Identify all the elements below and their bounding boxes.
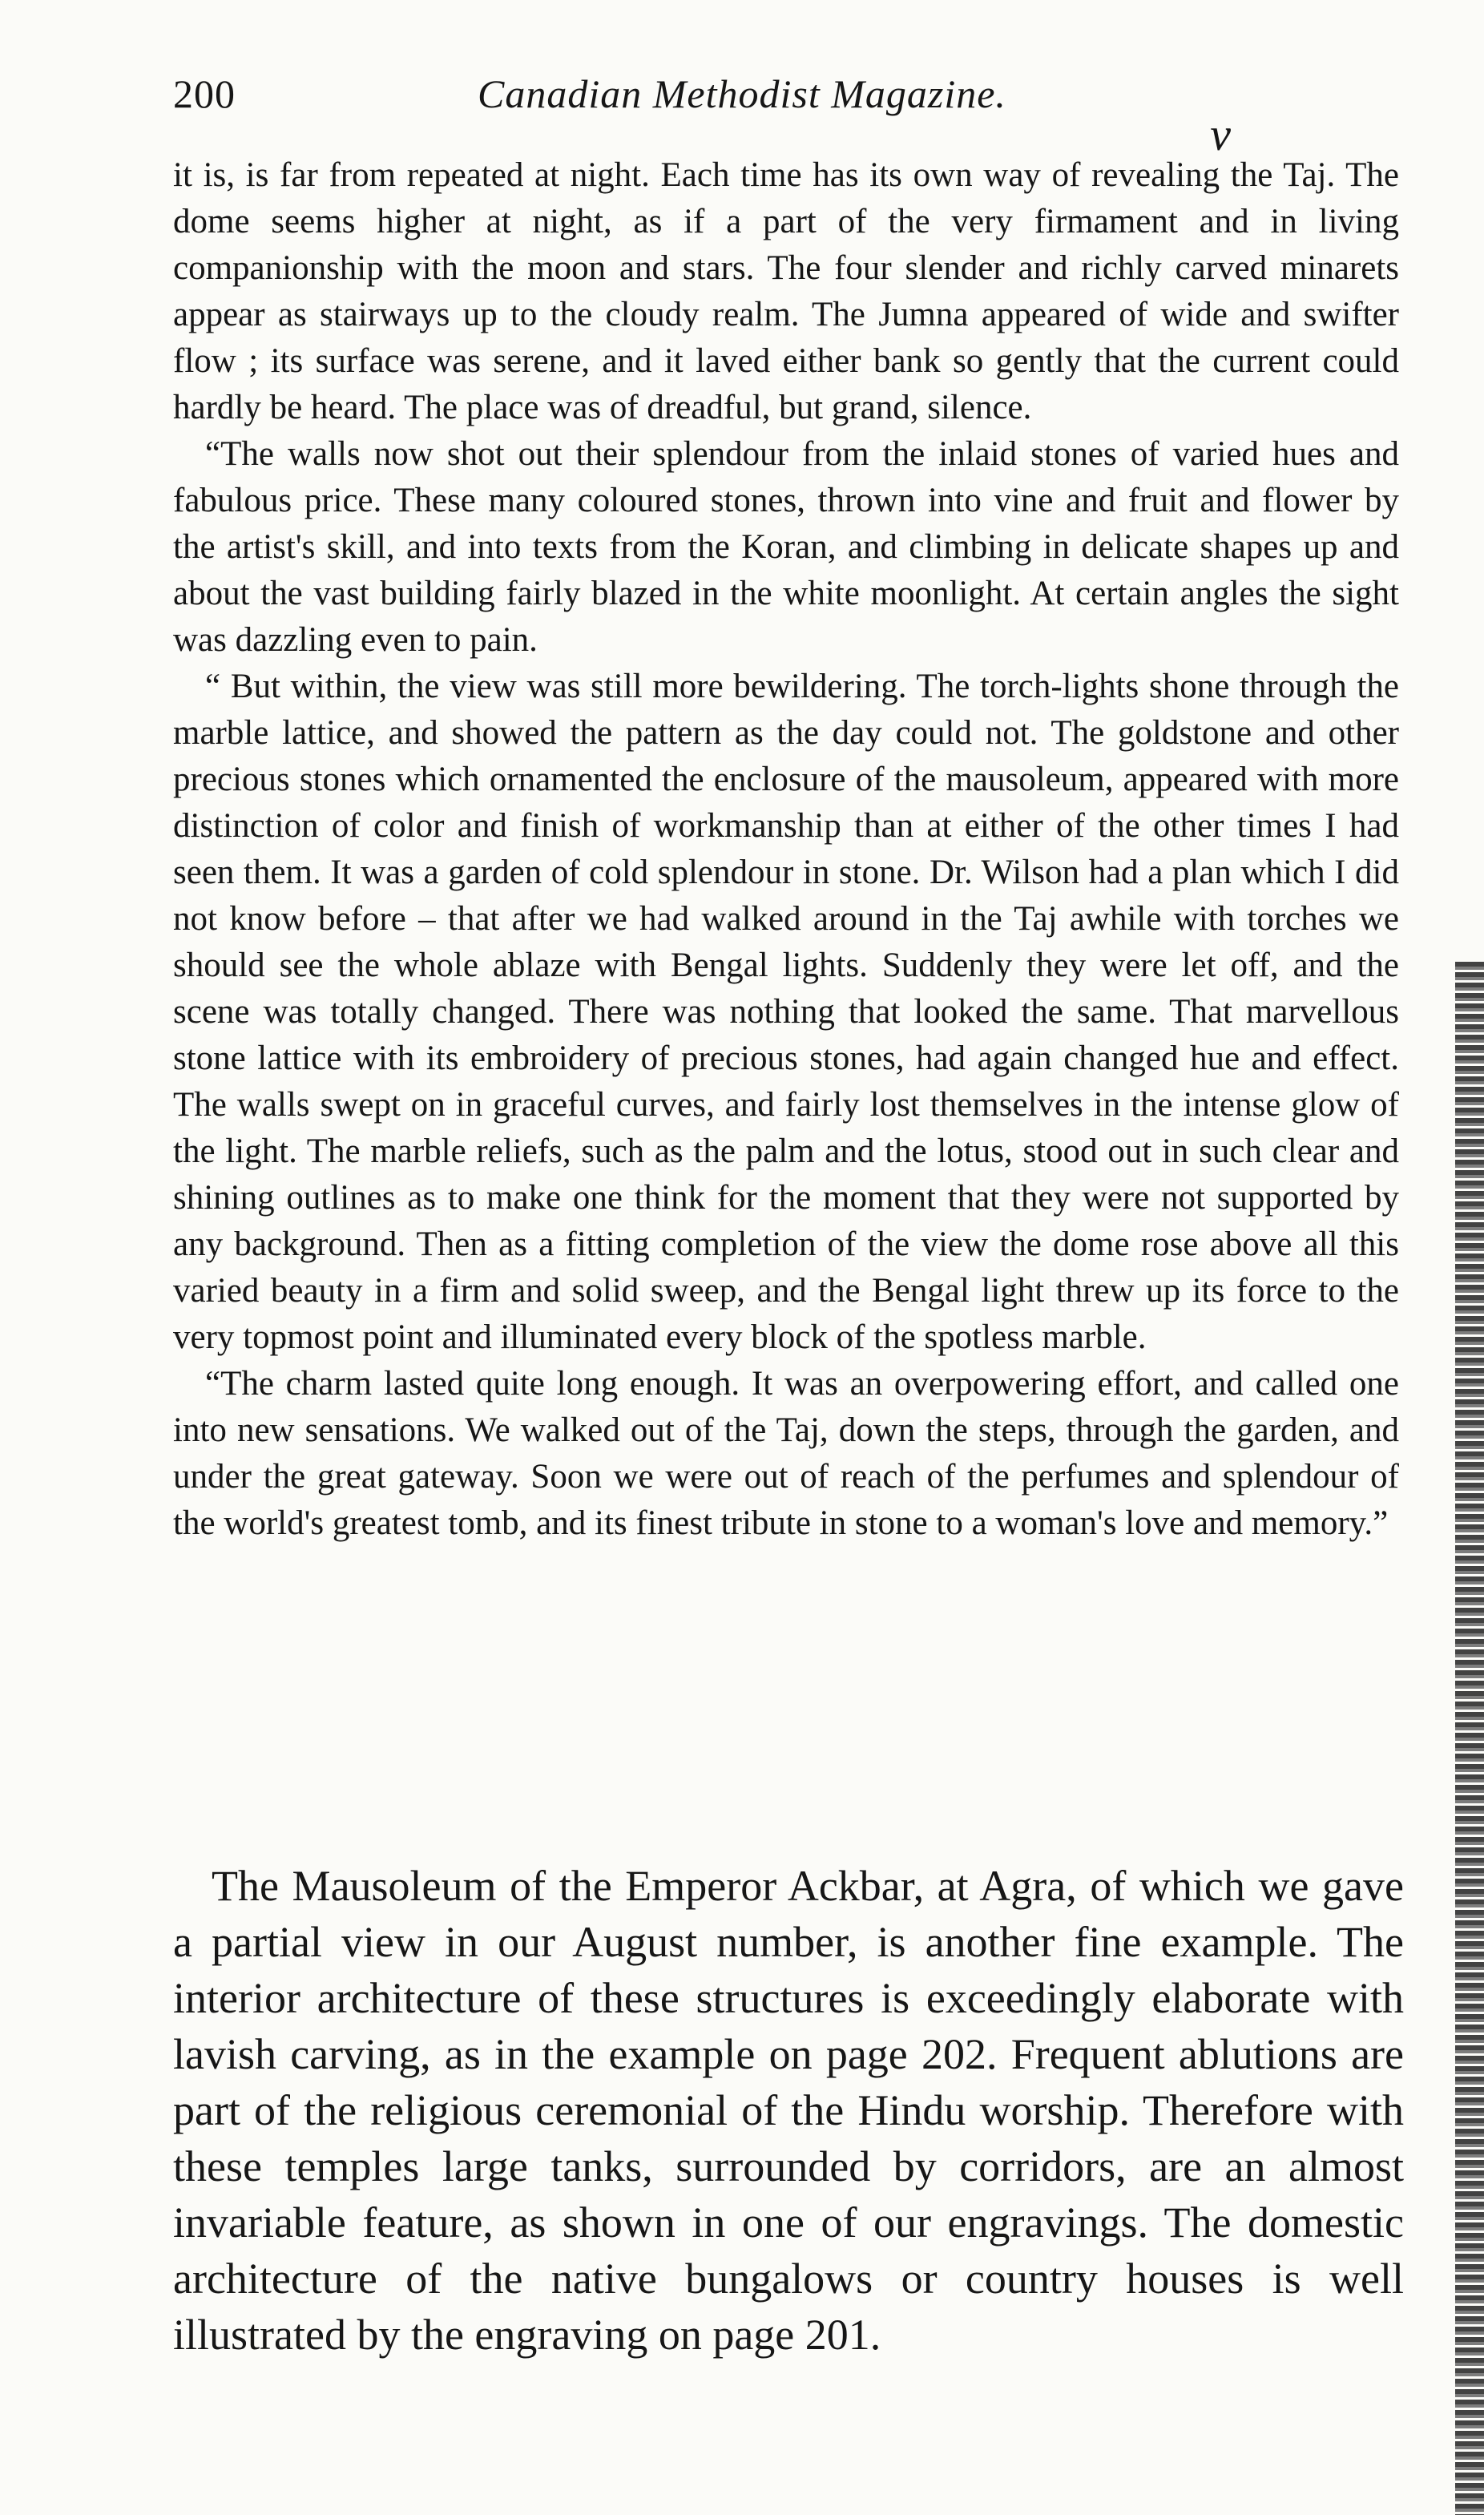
scan-edge-shadow bbox=[1455, 962, 1484, 2515]
running-title: Canadian Methodist Magazine. bbox=[478, 71, 1006, 116]
body-paragraph-2: “The walls now shot out their splendour from the inlaid stones of varied hues and fabulous price. These many coloured stones, thrown into vine and fruit and flower by the artist's skill, and into texts from the Koran, and climbing in delicate shapes up and about the vast building fairly blazed in the white moonlight. At certain angles the sight was dazzling even to pain. bbox=[173, 435, 1399, 659]
body-paragraph-4: “The charm lasted quite long enough. It was an overpowering effort, and called one into new sensations. We walked out of the Taj, down the steps, through the garden, and under the great gateway. Soon we were out of reach of the perfumes and splendour of the world's greatest tomb, and its finest tribute in stone to a woman's love and memory.” bbox=[173, 1365, 1399, 1542]
body-paragraph-1: it is, is far from repeated at night. Each time has its own way of revealing the Taj. The dome seems higher at night, as if a part of the very firmament and in living companionship with the moon and stars. The four slender and richly carved minarets appear as stairways up to the cloudy realm. The Jumna appeared of wide and swifter flow ; its surface was serene, and it laved either bank so gently that the current could hardly be heard. The place was of dreadful, but grand, silence. bbox=[173, 156, 1399, 426]
corner-mark: v bbox=[1210, 108, 1231, 160]
page-header bbox=[173, 71, 1295, 160]
essay-paragraph: The Mausoleum of the Emperor Ackbar, at Agra, of which we gave a partial view in our August number, is another fine example. The interior architecture of these structures is exceedingly elaborate with lavish carving, as in the example on page 202. Frequent ablutions are part of the religious ceremonial of the Hindu worship. Therefore with these temples large tanks, surrounded by corridors, are an almost invariable feature, as shown in one of our engravings. The domestic architecture of the native bungalows or country houses is well illustrated by the engraving on page 201. bbox=[173, 1862, 1404, 2359]
quoted-passage bbox=[173, 152, 1399, 1547]
essay-section bbox=[173, 1858, 1404, 2363]
page-number: 200 bbox=[173, 71, 236, 116]
body-paragraph-3: “ But within, the view was still more bewildering. The torch-lights shone through the marble lattice, and showed the pattern as the day could not. The goldstone and other precious stones which ornamented the enclosure of the mausoleum, appeared with more distinction of color and finish of workmanship than at either of the other times I had seen them. It was a garden of cold splendour in stone. Dr. Wilson had a plan which I did not know before – that after we had walked around in the Taj awhile with torches we should see the whole ablaze with Bengal lights. Suddenly they were let off, and the scene was totally changed. There was nothing that looked the same. That marvellous stone lattice with its embroidery of precious stones, had again changed hue and effect. The walls swept on in graceful curves, and fairly lost themselves in the intense glow of the light. The marble reliefs, such as the palm and the lotus, stood out in such clear and shining outlines as to make one think for the moment that they were not supported by any background. Then as a fitting completion of the view the dome rose above all this varied beauty in a firm and solid sweep, and the Bengal light threw up its force to the very topmost point and illuminated every block of the spotless marble. bbox=[173, 668, 1399, 1356]
